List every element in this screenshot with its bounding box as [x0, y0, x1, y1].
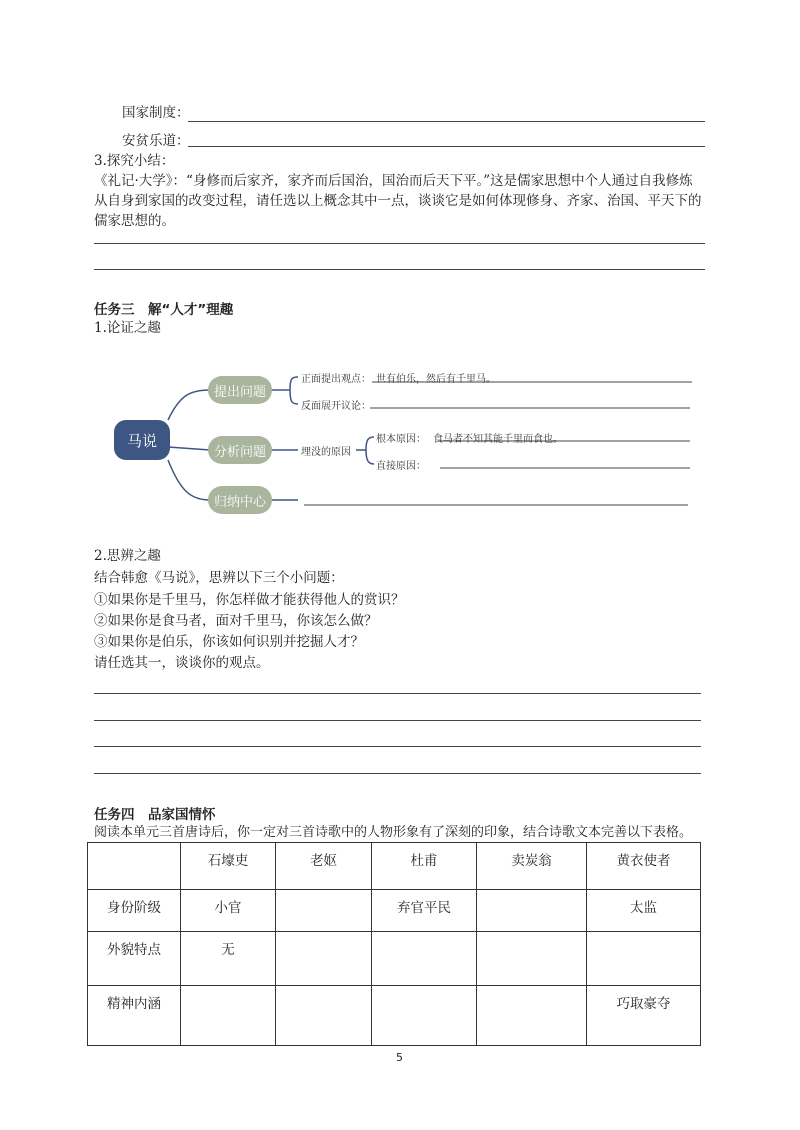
task3-sub2-line-4: ③如果你是伯乐，你该如何识别并挖掘人才？: [94, 634, 364, 650]
table-cell[interactable]: [477, 932, 587, 986]
answer-line[interactable]: [94, 720, 701, 721]
mindmap-label-root-cause: 根本原因：: [376, 434, 426, 445]
table-cell[interactable]: [372, 986, 477, 1046]
table-row-header: 精神内涵: [88, 986, 181, 1046]
table-row: [88, 932, 701, 986]
mindmap-branch-analyze: 分析问题: [208, 436, 272, 464]
mindmap-label-negative: 反面展开议论：: [301, 401, 371, 412]
table-cell[interactable]: [276, 932, 372, 986]
table-cell[interactable]: [477, 890, 587, 932]
task3-sub2-line-5: 请任选其一，谈谈你的观点。: [94, 655, 270, 671]
table-cell[interactable]: [372, 932, 477, 986]
summary-line-3: 儒家思想的。: [94, 213, 175, 229]
task3-sub2-line-3: ②如果你是食马者，面对千里马，你该怎么做？: [94, 613, 378, 629]
table-cell[interactable]: [587, 932, 701, 986]
mindmap-label-buried-cause: 埋没的原因: [301, 447, 351, 458]
mindmap-label-positive: 正面提出观点：: [301, 374, 371, 385]
mindmap-connectors: [0, 0, 800, 560]
table-cell[interactable]: 巧取豪夺: [587, 986, 701, 1046]
table-header-cell: 黄衣使者: [587, 843, 701, 890]
task3-sub2-line-1: 结合韩愈《马说》，思辨以下三个小问题：: [94, 570, 344, 586]
table-row-header: 身份阶级: [88, 890, 181, 932]
table-header-cell: 石壕吏: [181, 843, 276, 890]
page-number: 5: [396, 1051, 403, 1064]
table-cell[interactable]: [276, 890, 372, 932]
table-row: [88, 986, 701, 1046]
table-cell[interactable]: [477, 986, 587, 1046]
table-header-row: [88, 843, 701, 890]
mindmap-answer-positive: 世有伯乐，然后有千里马。: [376, 374, 496, 385]
character-table: [87, 842, 701, 1046]
mindmap-answer-root-cause: 食马者不知其能千里而食也。: [433, 434, 563, 445]
answer-line[interactable]: [94, 746, 701, 747]
task3-sub2: 2.思辨之趣: [94, 548, 161, 564]
summary-line-1: 《礼记·大学》：“身修而后家齐，家齐而后国治，国治而后天下平。”这是儒家思想中个人通过自我修炼: [94, 173, 693, 189]
task3-title: 任务三 解“人才”理趣: [94, 302, 234, 318]
row-label-national-system: 国家制度：: [122, 105, 190, 121]
task3-sub1: 1.论证之趣: [94, 320, 161, 336]
mindmap-root: 马说: [114, 420, 170, 460]
answer-line[interactable]: [94, 773, 701, 774]
summary-line-2: 从自身到家国的改变过程，请任选以上概念其中一点，谈谈它是如何体现修身、齐家、治国、平天下的: [94, 193, 702, 209]
table-row: [88, 890, 701, 932]
table-row-header: 外貌特点: [88, 932, 181, 986]
mindmap-branch-conclude: 归纳中心: [208, 486, 272, 514]
mindmap-label-direct-cause: 直接原因：: [376, 461, 426, 472]
task4-intro: 阅读本单元三首唐诗后，你一定对三首诗歌中的人物形象有了深刻的印象，结合诗歌文本完善以下表格。: [94, 825, 693, 840]
row-label-poverty-contentment: 安贫乐道：: [122, 133, 190, 149]
table-cell[interactable]: [276, 986, 372, 1046]
task4-title: 任务四 品家国情怀: [94, 807, 216, 823]
mindmap-branch-raise: 提出问题: [208, 376, 272, 404]
task3-sub2-line-2: ①如果你是千里马，你怎样做才能获得他人的赏识？: [94, 592, 405, 608]
answer-line[interactable]: [94, 693, 701, 694]
table-cell[interactable]: 弃官平民: [372, 890, 477, 932]
table-header-cell: [88, 843, 181, 890]
table-cell[interactable]: 太监: [587, 890, 701, 932]
table-header-cell: 卖炭翁: [477, 843, 587, 890]
table-cell[interactable]: 无: [181, 932, 276, 986]
summary-title: 3.探究小结：: [94, 153, 175, 169]
table-cell[interactable]: 小官: [181, 890, 276, 932]
table-header-cell: 杜甫: [372, 843, 477, 890]
table-header-cell: 老妪: [276, 843, 372, 890]
table-cell[interactable]: [181, 986, 276, 1046]
